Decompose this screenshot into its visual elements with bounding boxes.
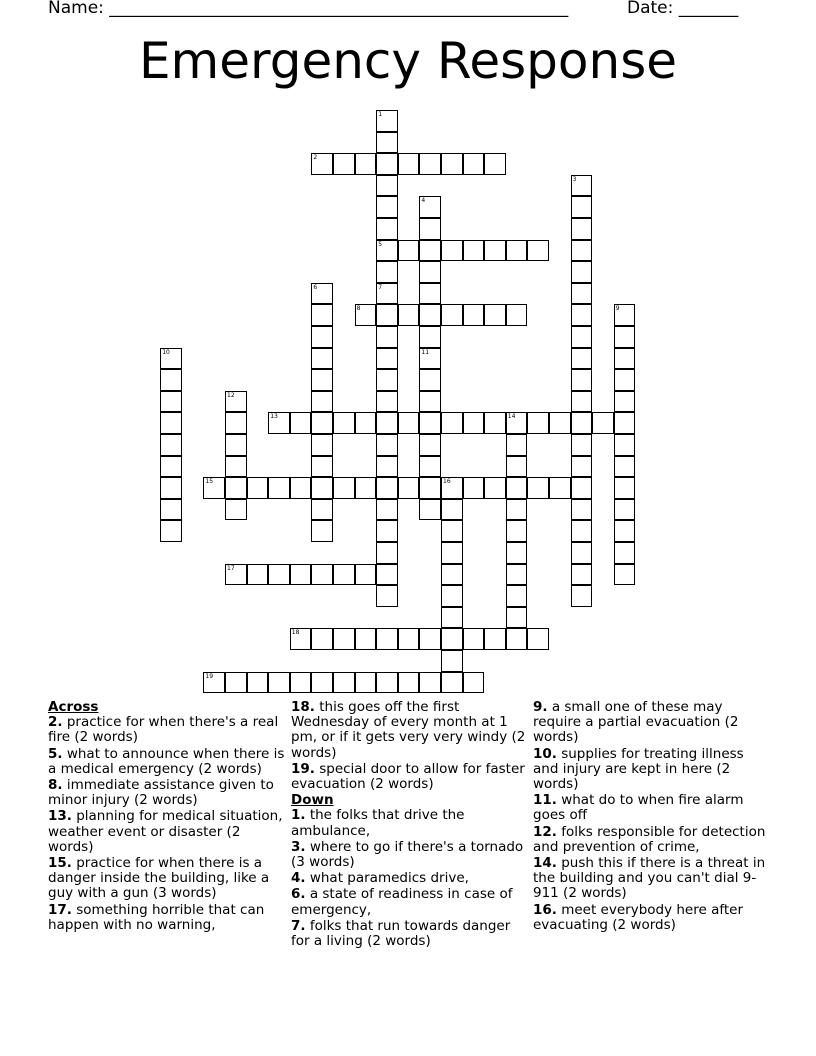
grid-cell[interactable]	[571, 196, 593, 218]
clues-column-1	[48, 700, 288, 934]
down-clue	[533, 747, 773, 793]
clue-number: 8	[356, 305, 361, 313]
clue-text: special door to allow for faster evacuation (2 words)	[291, 760, 525, 793]
grid-cell[interactable]	[506, 520, 528, 542]
grid-cell[interactable]	[484, 153, 506, 175]
grid-cell[interactable]	[506, 304, 528, 326]
grid-cell[interactable]	[355, 628, 377, 650]
grid-cell[interactable]	[571, 434, 593, 456]
across-clue	[48, 778, 288, 808]
clue-text: a small one of these may require a partial evacuation (2 words)	[533, 699, 739, 746]
grid-cell[interactable]	[441, 477, 463, 499]
grid-cell[interactable]	[506, 477, 528, 499]
grid-cell[interactable]	[527, 240, 549, 262]
grid-cell[interactable]	[311, 304, 333, 326]
grid-cell[interactable]	[419, 477, 441, 499]
grid-cell[interactable]	[160, 456, 182, 478]
grid-cell[interactable]	[376, 196, 398, 218]
grid-cell[interactable]	[355, 304, 377, 326]
grid-cell[interactable]	[571, 369, 593, 391]
grid-cell[interactable]	[376, 412, 398, 434]
grid-cell[interactable]	[441, 564, 463, 586]
grid-cell[interactable]	[376, 585, 398, 607]
down-clue	[533, 700, 773, 746]
grid-cell[interactable]	[376, 369, 398, 391]
grid-cell[interactable]	[463, 477, 485, 499]
grid-cell[interactable]	[355, 672, 377, 694]
clue-number: 2	[313, 154, 318, 162]
down-clue	[291, 919, 531, 949]
clue-text: push this if there is a threat in the building and you can't dial 9-911 (2 words)	[533, 855, 766, 902]
clue-num: 18.	[291, 699, 315, 715]
clue-text: supplies for treating illness and injury are kept in here (2 words)	[533, 745, 744, 793]
grid-cell[interactable]	[268, 564, 290, 586]
down-heading: Down	[291, 792, 334, 809]
grid-cell[interactable]	[441, 542, 463, 564]
grid-cell[interactable]	[376, 110, 398, 132]
clue-text: immediate assistance given to minor injury (2 words)	[48, 777, 274, 809]
grid-cell[interactable]	[225, 564, 247, 586]
grid-cell[interactable]	[506, 564, 528, 586]
grid-cell[interactable]	[225, 672, 247, 694]
grid-cell[interactable]	[376, 153, 398, 175]
clue-number: 19	[205, 672, 214, 680]
down-clue	[533, 903, 773, 933]
grid-cell[interactable]	[333, 628, 355, 650]
grid-cell[interactable]	[614, 434, 636, 456]
grid-cell[interactable]	[571, 412, 593, 434]
grid-cell[interactable]	[571, 456, 593, 478]
clue-text: practice for when there's a real fire (2 words)	[48, 714, 279, 746]
clue-num: 10.	[533, 745, 557, 762]
grid-cell[interactable]	[441, 607, 463, 629]
grid-cell[interactable]	[398, 672, 420, 694]
grid-cell[interactable]	[311, 348, 333, 370]
clue-number: 11	[421, 348, 430, 356]
across-clue	[48, 903, 288, 933]
clue-num: 6.	[291, 886, 306, 903]
clue-num: 12.	[533, 823, 557, 840]
grid-cell[interactable]	[571, 261, 593, 283]
grid-cell[interactable]	[419, 196, 441, 218]
grid-cell[interactable]	[225, 499, 247, 521]
grid-cell[interactable]	[463, 672, 485, 694]
clue-text: folks responsible for detection and prevention of crime,	[533, 823, 766, 855]
grid-cell[interactable]	[419, 326, 441, 348]
clue-num: 1.	[291, 807, 306, 824]
across-clue	[48, 809, 288, 855]
clue-num: 3.	[291, 838, 306, 855]
grid-cell[interactable]	[506, 456, 528, 478]
grid-cell[interactable]	[398, 628, 420, 650]
clue-num: 2.	[48, 714, 63, 731]
grid-cell[interactable]	[571, 585, 593, 607]
grid-cell[interactable]	[355, 564, 377, 586]
down-clue	[533, 856, 773, 902]
grid-cell[interactable]	[160, 412, 182, 434]
clue-num: 11.	[533, 792, 557, 809]
grid-cell[interactable]	[614, 304, 636, 326]
grid-cell[interactable]	[268, 412, 290, 434]
clue-number: 9	[615, 305, 620, 313]
grid-cell[interactable]	[419, 283, 441, 305]
down-clue	[291, 808, 531, 838]
grid-cell[interactable]	[419, 499, 441, 521]
grid-cell[interactable]	[571, 348, 593, 370]
grid-cell[interactable]	[311, 520, 333, 542]
clue-text: practice for when there is a danger inside the building, like a guy with a gun (3 words)	[48, 855, 270, 902]
grid-cell[interactable]	[441, 412, 463, 434]
grid-cell[interactable]	[484, 240, 506, 262]
grid-cell[interactable]	[592, 412, 614, 434]
grid-cell[interactable]	[376, 477, 398, 499]
grid-cell[interactable]	[311, 283, 333, 305]
grid-cell[interactable]	[268, 672, 290, 694]
grid-cell[interactable]	[614, 477, 636, 499]
grid-cell[interactable]	[419, 261, 441, 283]
clue-num: 9.	[533, 699, 548, 715]
clue-text: meet everybody here after evacuating (2 words)	[533, 901, 744, 933]
grid-cell[interactable]	[419, 412, 441, 434]
clue-text: planning for medical situation, weather event or disaster (2 words)	[48, 808, 283, 855]
grid-cell[interactable]	[571, 218, 593, 240]
grid-cell[interactable]	[290, 564, 312, 586]
clue-num: 17.	[48, 901, 72, 918]
grid-cell[interactable]	[376, 542, 398, 564]
grid-cell[interactable]	[419, 628, 441, 650]
grid-cell[interactable]	[571, 477, 593, 499]
grid-cell[interactable]	[419, 218, 441, 240]
grid-cell[interactable]	[614, 499, 636, 521]
clue-num: 19.	[291, 760, 315, 777]
clue-number: 3	[572, 175, 577, 183]
clue-text: what paramedics drive,	[305, 870, 469, 887]
clue-num: 4.	[291, 870, 306, 887]
grid-cell[interactable]	[376, 283, 398, 305]
grid-cell[interactable]	[311, 499, 333, 521]
grid-cell[interactable]	[398, 153, 420, 175]
grid-cell[interactable]	[614, 348, 636, 370]
grid-cell[interactable]	[311, 153, 333, 175]
clue-text: a state of readiness in case of emergency,	[291, 886, 513, 918]
grid-cell[interactable]	[614, 564, 636, 586]
grid-cell[interactable]	[441, 672, 463, 694]
grid-cell[interactable]	[355, 412, 377, 434]
clue-num: 15.	[48, 855, 72, 872]
grid-cell[interactable]	[506, 412, 528, 434]
clue-number: 13	[270, 413, 278, 421]
grid-cell[interactable]	[160, 348, 182, 370]
grid-cell[interactable]	[463, 628, 485, 650]
grid-cell[interactable]	[333, 477, 355, 499]
grid-cell[interactable]	[311, 391, 333, 413]
grid-cell[interactable]	[484, 628, 506, 650]
down-clue	[291, 871, 531, 886]
grid-cell[interactable]	[419, 348, 441, 370]
grid-cell[interactable]	[441, 628, 463, 650]
clue-number: 5	[378, 240, 383, 248]
grid-cell[interactable]	[571, 326, 593, 348]
grid-cell[interactable]	[290, 412, 312, 434]
grid-cell[interactable]	[203, 477, 225, 499]
clue-number: 15	[205, 478, 214, 486]
grid-cell[interactable]	[614, 542, 636, 564]
grid-cell[interactable]	[506, 585, 528, 607]
grid-cell[interactable]	[506, 499, 528, 521]
clue-num: 16.	[533, 901, 557, 918]
grid-cell[interactable]	[463, 412, 485, 434]
grid-cell[interactable]	[549, 412, 571, 434]
down-clue	[291, 887, 531, 917]
grid-cell[interactable]	[506, 542, 528, 564]
clue-number: 12	[227, 391, 235, 399]
grid-cell[interactable]	[247, 672, 269, 694]
grid-cell[interactable]	[614, 520, 636, 542]
grid-cell[interactable]	[203, 672, 225, 694]
grid-cell[interactable]	[571, 499, 593, 521]
grid-cell[interactable]	[506, 240, 528, 262]
grid-cell[interactable]	[571, 304, 593, 326]
grid-cell[interactable]	[463, 304, 485, 326]
grid-cell[interactable]	[160, 477, 182, 499]
across-clue	[48, 747, 288, 777]
grid-cell[interactable]	[419, 153, 441, 175]
clue-number: 18	[291, 629, 300, 637]
grid-cell[interactable]	[333, 412, 355, 434]
grid-cell[interactable]	[355, 477, 377, 499]
grid-cell[interactable]	[311, 369, 333, 391]
grid-cell[interactable]	[571, 283, 593, 305]
clue-text: folks that run towards danger for a living (2 words)	[291, 917, 511, 950]
clue-number: 4	[421, 197, 426, 205]
grid-cell[interactable]	[484, 477, 506, 499]
grid-cell[interactable]	[549, 477, 571, 499]
grid-cell[interactable]	[333, 153, 355, 175]
grid-cell[interactable]	[247, 477, 269, 499]
grid-cell[interactable]	[376, 628, 398, 650]
grid-cell[interactable]	[571, 240, 593, 262]
grid-cell[interactable]	[160, 369, 182, 391]
clue-text: this goes off the first Wednesday of every month at 1 pm, or if it gets very very windy (2 words)	[291, 699, 526, 761]
clue-number: 14	[507, 413, 516, 421]
grid-cell[interactable]	[290, 672, 312, 694]
clue-num: 14.	[533, 855, 557, 872]
grid-cell[interactable]	[311, 564, 333, 586]
grid-cell[interactable]	[333, 564, 355, 586]
grid-cell[interactable]	[376, 520, 398, 542]
down-clue	[533, 825, 773, 855]
grid-cell[interactable]	[376, 218, 398, 240]
clue-num: 13.	[48, 808, 72, 825]
grid-cell[interactable]	[506, 434, 528, 456]
grid-cell[interactable]	[225, 391, 247, 413]
grid-cell[interactable]	[376, 240, 398, 262]
grid-cell[interactable]	[225, 412, 247, 434]
clue-text: what to announce when there is a medical emergency (2 words)	[48, 745, 285, 777]
clue-number: 6	[313, 283, 318, 291]
clue-number: 17	[227, 564, 235, 572]
grid-cell[interactable]	[441, 650, 463, 672]
clue-number: 7	[378, 283, 383, 291]
clue-text: something horrible that can happen with no warning,	[48, 901, 265, 933]
grid-cell[interactable]	[247, 564, 269, 586]
grid-cell[interactable]	[376, 499, 398, 521]
grid-cell[interactable]	[463, 240, 485, 262]
name-field-label: Name: ______________________________________________________	[48, 0, 569, 18]
clue-num: 5.	[48, 745, 63, 762]
clue-text: the folks that drive the ambulance,	[291, 807, 465, 839]
grid-cell[interactable]	[484, 304, 506, 326]
grid-cell[interactable]	[571, 564, 593, 586]
clues-column-2	[291, 700, 531, 950]
grid-cell[interactable]	[333, 672, 355, 694]
grid-cell[interactable]	[225, 434, 247, 456]
grid-cell[interactable]	[571, 542, 593, 564]
grid-cell[interactable]	[376, 132, 398, 154]
across-clue	[48, 715, 288, 745]
grid-cell[interactable]	[398, 477, 420, 499]
grid-cell[interactable]	[376, 304, 398, 326]
grid-cell[interactable]	[160, 434, 182, 456]
grid-cell[interactable]	[614, 412, 636, 434]
grid-cell[interactable]	[441, 499, 463, 521]
grid-cell[interactable]	[441, 304, 463, 326]
grid-cell[interactable]	[441, 585, 463, 607]
grid-cell[interactable]	[376, 348, 398, 370]
grid-cell[interactable]	[419, 240, 441, 262]
across-clue	[291, 762, 531, 792]
down-clue	[291, 840, 531, 870]
grid-cell[interactable]	[376, 326, 398, 348]
grid-cell[interactable]	[311, 477, 333, 499]
page-title: Emergency Response	[138, 32, 678, 90]
clue-number: 1	[378, 111, 383, 118]
grid-cell[interactable]	[614, 369, 636, 391]
grid-cell[interactable]	[376, 434, 398, 456]
clue-text: where to go if there's a tornado (3 words)	[291, 838, 524, 871]
date-field-label: Date: _______	[627, 0, 739, 18]
grid-cell[interactable]	[160, 391, 182, 413]
grid-cell[interactable]	[311, 456, 333, 478]
grid-cell[interactable]	[160, 520, 182, 542]
grid-cell[interactable]	[290, 477, 312, 499]
grid-cell[interactable]	[614, 391, 636, 413]
grid-cell[interactable]	[376, 672, 398, 694]
grid-cell[interactable]	[614, 456, 636, 478]
grid-cell[interactable]	[484, 412, 506, 434]
grid-cell[interactable]	[376, 564, 398, 586]
grid-cell[interactable]	[419, 456, 441, 478]
clue-number: 10	[162, 348, 170, 356]
clue-num: 7.	[291, 917, 306, 934]
grid-cell[interactable]	[571, 520, 593, 542]
grid-cell[interactable]	[441, 240, 463, 262]
grid-cell[interactable]	[311, 326, 333, 348]
grid-cell[interactable]	[419, 304, 441, 326]
across-clue	[48, 856, 288, 902]
clue-text: what do to when fire alarm goes off	[533, 792, 744, 824]
grid-cell[interactable]	[419, 369, 441, 391]
grid-cell[interactable]	[506, 607, 528, 629]
grid-cell[interactable]	[614, 326, 636, 348]
grid-cell[interactable]	[527, 412, 549, 434]
grid-cell[interactable]	[376, 175, 398, 197]
grid-cell[interactable]	[160, 499, 182, 521]
grid-cell[interactable]	[571, 175, 593, 197]
grid-cell[interactable]	[419, 434, 441, 456]
clue-num: 8.	[48, 777, 63, 794]
across-heading: Across	[48, 699, 99, 715]
grid-cell[interactable]	[419, 672, 441, 694]
grid-cell[interactable]	[311, 412, 333, 434]
across-clue	[291, 700, 531, 761]
grid-cell[interactable]	[376, 456, 398, 478]
grid-cell[interactable]	[506, 628, 528, 650]
grid-cell[interactable]	[398, 304, 420, 326]
down-clue	[533, 793, 773, 823]
grid-cell[interactable]	[441, 153, 463, 175]
grid-cell[interactable]	[225, 456, 247, 478]
grid-cell[interactable]	[376, 261, 398, 283]
grid-cell[interactable]	[527, 628, 549, 650]
grid-cell[interactable]	[355, 153, 377, 175]
grid-cell[interactable]	[441, 520, 463, 542]
grid-cell[interactable]	[268, 477, 290, 499]
grid-cell[interactable]	[419, 391, 441, 413]
clues-column-3	[533, 700, 773, 934]
grid-cell[interactable]	[311, 672, 333, 694]
grid-cell[interactable]	[527, 477, 549, 499]
grid-cell[interactable]	[225, 477, 247, 499]
clue-number: 16	[443, 478, 451, 486]
grid-cell[interactable]	[463, 153, 485, 175]
grid-cell[interactable]	[571, 391, 593, 413]
grid-cell[interactable]	[290, 628, 312, 650]
grid-cell[interactable]	[398, 240, 420, 262]
grid-cell[interactable]	[398, 412, 420, 434]
grid-cell[interactable]	[376, 391, 398, 413]
grid-cell[interactable]	[311, 434, 333, 456]
grid-cell[interactable]	[311, 628, 333, 650]
